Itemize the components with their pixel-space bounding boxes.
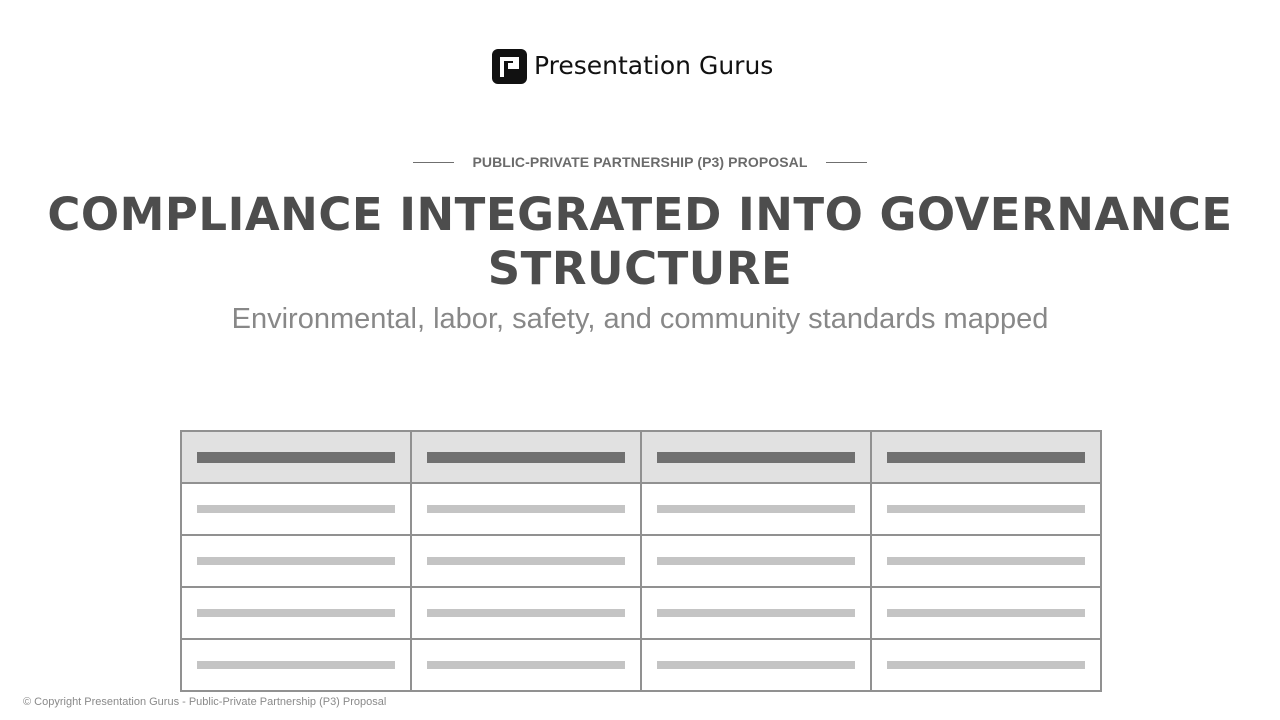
table-cell	[871, 587, 1101, 639]
cell-placeholder-bar	[427, 505, 625, 513]
cell-placeholder-bar	[887, 557, 1085, 565]
eyebrow-label: PUBLIC-PRIVATE PARTNERSHIP (P3) PROPOSAL	[472, 154, 808, 170]
cell-placeholder-bar	[427, 661, 625, 669]
table-header-cell	[411, 431, 641, 483]
presentation-gurus-logo-icon	[492, 49, 527, 84]
table-cell	[181, 535, 411, 587]
table-row	[181, 535, 1101, 587]
table-cell	[641, 639, 871, 691]
table-cell	[411, 587, 641, 639]
cell-placeholder-bar	[887, 609, 1085, 617]
eyebrow-divider-left	[413, 162, 454, 163]
brand-logo	[492, 48, 773, 84]
copyright-footer: © Copyright Presentation Gurus - Public-Private Partnership (P3) Proposal	[23, 696, 387, 708]
header-placeholder-bar	[887, 452, 1085, 463]
eyebrow-row	[0, 152, 1280, 172]
cell-placeholder-bar	[427, 609, 625, 617]
table-cell	[411, 535, 641, 587]
table-cell	[871, 483, 1101, 535]
cell-placeholder-bar	[887, 505, 1085, 513]
cell-placeholder-bar	[657, 609, 855, 617]
eyebrow-divider-right	[826, 162, 867, 163]
cell-placeholder-bar	[657, 505, 855, 513]
cell-placeholder-bar	[197, 609, 395, 617]
cell-placeholder-bar	[197, 661, 395, 669]
table-header-cell	[181, 431, 411, 483]
table-cell	[871, 535, 1101, 587]
table-header-cell	[871, 431, 1101, 483]
brand-name: Presentation Gurus	[534, 51, 774, 80]
cell-placeholder-bar	[197, 557, 395, 565]
table-row	[181, 587, 1101, 639]
table-cell	[871, 639, 1101, 691]
table-header-row	[181, 431, 1101, 483]
table-cell	[181, 483, 411, 535]
table-cell	[181, 587, 411, 639]
header-placeholder-bar	[197, 452, 395, 463]
table-row	[181, 639, 1101, 691]
compliance-table	[180, 430, 1102, 692]
header-placeholder-bar	[427, 452, 625, 463]
cell-placeholder-bar	[427, 557, 625, 565]
cell-placeholder-bar	[657, 661, 855, 669]
table-cell	[181, 639, 411, 691]
cell-placeholder-bar	[657, 557, 855, 565]
table-cell	[641, 483, 871, 535]
page-subtitle: Environmental, labor, safety, and community standards mapped	[231, 303, 1049, 335]
table-row	[181, 483, 1101, 535]
table-cell	[411, 483, 641, 535]
table-header-cell	[641, 431, 871, 483]
cell-placeholder-bar	[197, 505, 395, 513]
page-title: COMPLIANCE INTEGRATED INTO GOVERNANCE STRUCTURE	[47, 188, 1233, 295]
table-cell	[411, 639, 641, 691]
cell-placeholder-bar	[887, 661, 1085, 669]
table-cell	[641, 587, 871, 639]
table-cell	[641, 535, 871, 587]
header-placeholder-bar	[657, 452, 855, 463]
